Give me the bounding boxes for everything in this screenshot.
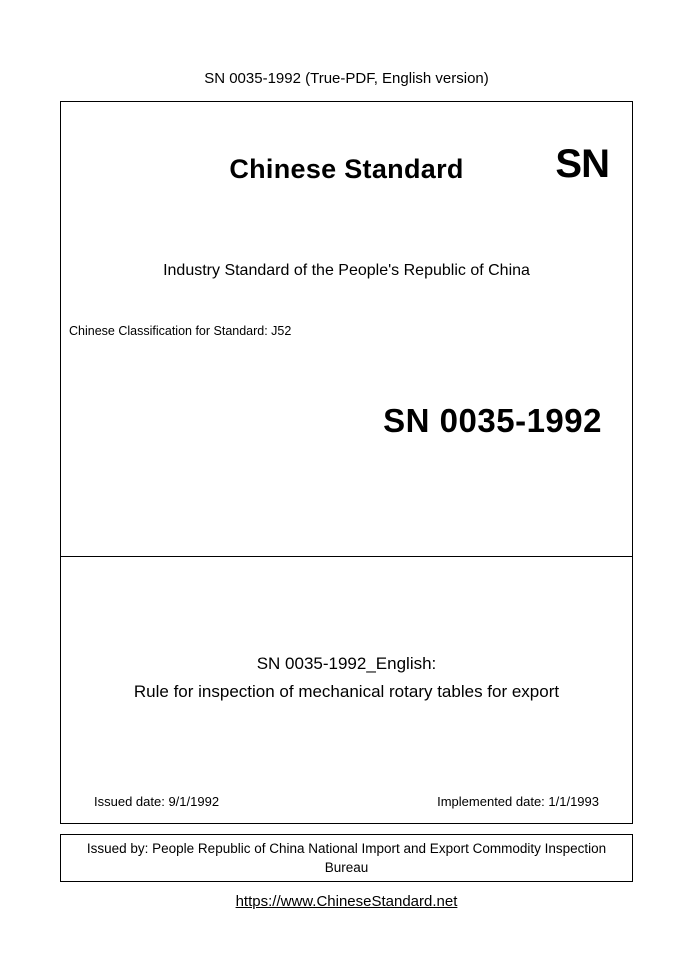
cover-upper-section bbox=[61, 102, 632, 557]
classification-code: Chinese Classification for Standard: J52 bbox=[69, 324, 292, 338]
cover-lower-section bbox=[61, 557, 632, 824]
cover-frame bbox=[60, 101, 633, 824]
implemented-date: Implemented date: 1/1/1993 bbox=[437, 794, 599, 809]
sn-logo: SN bbox=[555, 142, 609, 186]
title-row bbox=[61, 142, 632, 200]
document-caption: SN 0035-1992 (True-PDF, English version) bbox=[204, 70, 489, 87]
standard-number: SN 0035-1992 bbox=[383, 402, 602, 439]
page-title: Chinese Standard bbox=[229, 154, 464, 184]
english-title-line-2: Rule for inspection of mechanical rotary tables for export bbox=[133, 682, 560, 701]
english-title-line-1: SN 0035-1992_English: bbox=[256, 654, 437, 673]
issued-by-box bbox=[60, 834, 633, 882]
issued-date: Issued date: 9/1/1992 bbox=[94, 794, 220, 809]
source-website-link[interactable]: https://www.ChineseStandard.net bbox=[235, 893, 458, 910]
english-title bbox=[61, 650, 632, 706]
issued-by-text: Issued by: People Republic of China National Import and Export Commodity Inspection Bureau bbox=[86, 841, 607, 875]
standard-subtitle: Industry Standard of the People's Republic of China bbox=[163, 262, 530, 279]
